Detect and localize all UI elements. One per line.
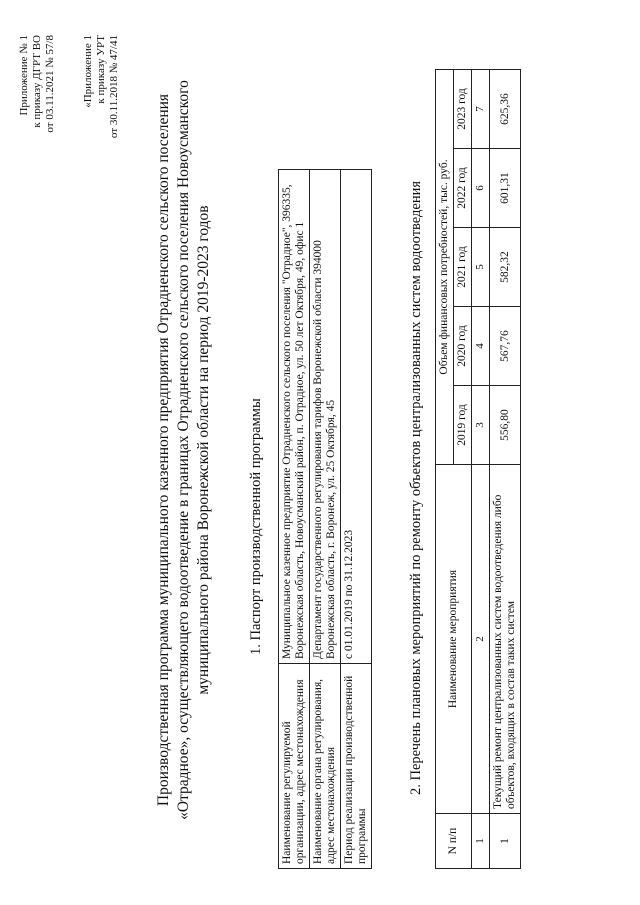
appendix-old-line2: к приказу УРТ [95, 35, 107, 104]
table-row [490, 70, 521, 869]
repair-plan-table [435, 69, 521, 869]
title-line3: муниципального района Воронежской области на период 2019-2023 годов [195, 205, 212, 695]
appendix-new-line3: от 03.11.2021 № 57/8 [44, 35, 56, 133]
row-number: 1 [490, 814, 521, 869]
section2-heading: 2. Перечень плановых мероприятий по ремонту объектов централизованных систем водоотведения [408, 180, 424, 795]
year-header: 2022 год [454, 149, 472, 228]
year-header: 2020 год [454, 307, 472, 386]
column-header-finance: Объем финансовых потребностей, тыс. руб. [436, 70, 454, 465]
table-header-row [436, 70, 454, 869]
column-header-number: N п/п [436, 814, 472, 869]
index-cell: 7 [472, 70, 490, 149]
document-title [154, 65, 214, 835]
index-cell: 3 [472, 386, 490, 465]
passport-value: Муниципальное казенное предприятие Отрадненского сельского поселения "Отрадное", 396335, Воронежская область, Новоусманский район, п. Отрадное, ул. 50 лет Октября, 49, офис 1 [279, 170, 310, 664]
index-cell: 1 [472, 814, 490, 869]
appendix-new-line2: к приказу ДГРТ ВО [31, 35, 43, 128]
value-2019: 556,80 [490, 386, 521, 465]
passport-label: Наименование регулируемой организации, адрес местонахождения [279, 664, 310, 869]
section1-heading: 1. Паспорт производственной программы [248, 398, 264, 655]
table-row [310, 170, 341, 869]
passport-table [278, 169, 372, 869]
value-2021: 582,32 [490, 228, 521, 307]
column-header-name: Наименование мероприятия [436, 465, 472, 814]
index-cell: 4 [472, 307, 490, 386]
year-header: 2023 год [454, 70, 472, 149]
appendix-old-line1: «Приложение 1 [82, 35, 94, 108]
measure-name: Текущий ремонт централизованных систем водоотведения либо объектов, входящих в состав таких систем [490, 465, 521, 814]
index-cell: 2 [472, 465, 490, 814]
appendix-new-reference [18, 35, 57, 133]
appendix-old-line3: от 30.11.2018 № 47/41 [108, 35, 120, 139]
passport-label: Наименование органа регулирования, адрес местонахождения [310, 664, 341, 869]
table-row [341, 170, 372, 869]
index-cell: 6 [472, 149, 490, 228]
index-cell: 5 [472, 228, 490, 307]
title-line2: «Отрадное», осуществляющего водоотведение в границах Отрадненского сельского поселения Новоусманского [175, 80, 192, 820]
table-row [279, 170, 310, 869]
passport-value: с 01.01.2019 по 31.12.2023 [341, 170, 372, 664]
appendix-new-line1: Приложение № 1 [18, 35, 30, 116]
value-2020: 567,76 [490, 307, 521, 386]
index-row [472, 70, 490, 869]
year-header: 2021 год [454, 228, 472, 307]
value-2022: 601,31 [490, 149, 521, 228]
appendix-old-reference [82, 35, 121, 138]
year-header: 2019 год [454, 386, 472, 465]
passport-value: Департамент государственного регулирования тарифов Воронежской области 394000 Воронежская область, г. Воронеж, ул. 25 Октября, 45 [310, 170, 341, 664]
passport-label: Период реализации производственной программы [341, 664, 372, 869]
title-line1: Производственная программа муниципального казенного предприятия Отрадненского сельского поселения [155, 93, 172, 807]
value-2023: 625,36 [490, 70, 521, 149]
